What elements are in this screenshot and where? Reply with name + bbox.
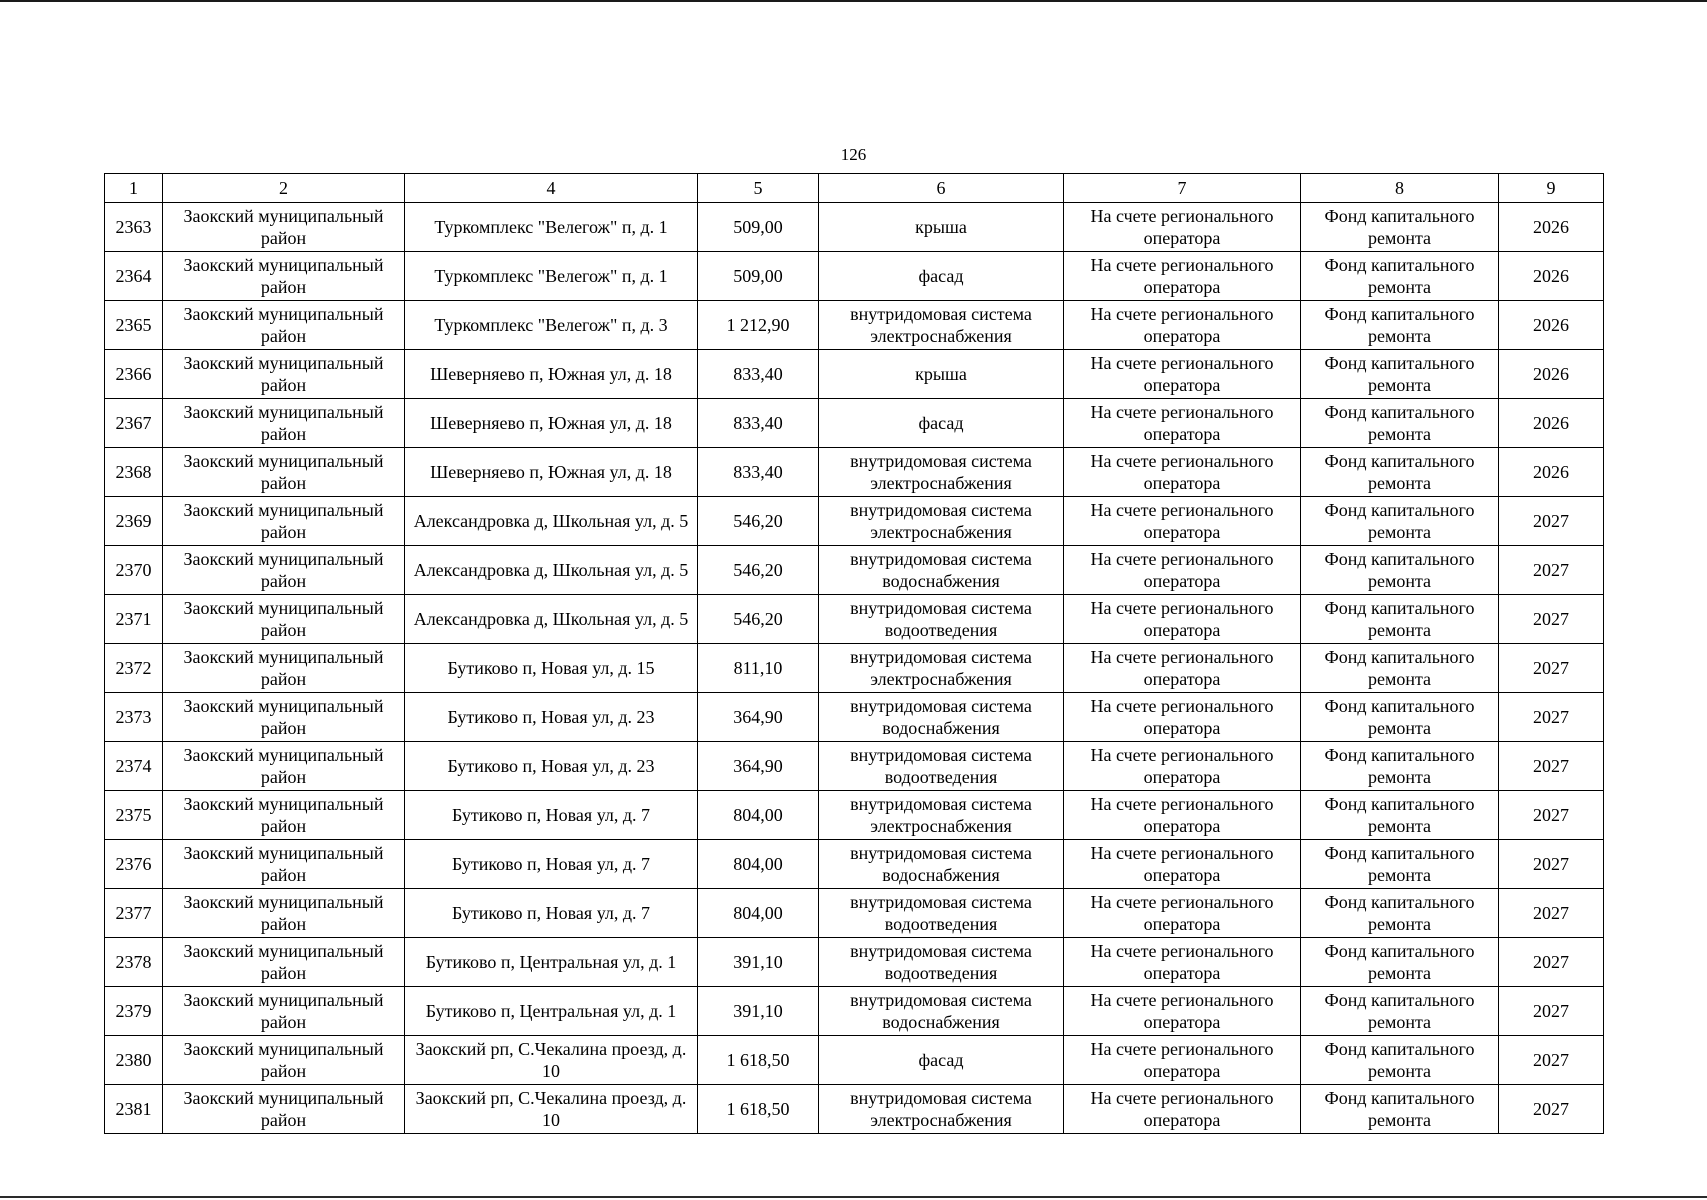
- scan-edge-top: [0, 0, 1707, 2]
- fund-method-cell: На счете регионального оператора: [1064, 301, 1301, 350]
- table-row: [105, 742, 1604, 791]
- row-number-cell: 2366: [105, 350, 163, 399]
- row-number-cell: 2365: [105, 301, 163, 350]
- district-cell: Заокский муниципальный район: [163, 1036, 405, 1085]
- year-cell: 2027: [1499, 840, 1604, 889]
- area-cell: 1 618,50: [698, 1036, 819, 1085]
- work-type-cell: фасад: [819, 1036, 1064, 1085]
- scan-edge-bottom: [0, 1196, 1707, 1198]
- district-cell: Заокский муниципальный район: [163, 987, 405, 1036]
- area-cell: 804,00: [698, 791, 819, 840]
- table-row: [105, 840, 1604, 889]
- row-number-cell: 2371: [105, 595, 163, 644]
- district-cell: Заокский муниципальный район: [163, 301, 405, 350]
- address-cell: Бутиково п, Новая ул, д. 15: [405, 644, 698, 693]
- district-cell: Заокский муниципальный район: [163, 791, 405, 840]
- fund-method-cell: На счете регионального оператора: [1064, 840, 1301, 889]
- header-cell: 2: [163, 174, 405, 203]
- funding-source-cell: Фонд капитального ремонта: [1301, 791, 1499, 840]
- fund-method-cell: На счете регионального оператора: [1064, 595, 1301, 644]
- district-cell: Заокский муниципальный район: [163, 399, 405, 448]
- table-row: [105, 301, 1604, 350]
- fund-method-cell: На счете регионального оператора: [1064, 546, 1301, 595]
- table-row: [105, 1085, 1604, 1134]
- district-cell: Заокский муниципальный район: [163, 1085, 405, 1134]
- district-cell: Заокский муниципальный район: [163, 546, 405, 595]
- row-number-cell: 2364: [105, 252, 163, 301]
- work-type-cell: внутридомовая система электроснабжения: [819, 791, 1064, 840]
- address-cell: Бутиково п, Новая ул, д. 7: [405, 889, 698, 938]
- fund-method-cell: На счете регионального оператора: [1064, 889, 1301, 938]
- district-cell: Заокский муниципальный район: [163, 742, 405, 791]
- work-type-cell: внутридомовая система водоотведения: [819, 889, 1064, 938]
- work-type-cell: фасад: [819, 252, 1064, 301]
- table-row: [105, 203, 1604, 252]
- funding-source-cell: Фонд капитального ремонта: [1301, 644, 1499, 693]
- district-cell: Заокский муниципальный район: [163, 595, 405, 644]
- funding-source-cell: Фонд капитального ремонта: [1301, 693, 1499, 742]
- work-type-cell: внутридомовая система водоснабжения: [819, 840, 1064, 889]
- work-type-cell: крыша: [819, 203, 1064, 252]
- district-cell: Заокский муниципальный район: [163, 693, 405, 742]
- work-type-cell: крыша: [819, 350, 1064, 399]
- table-row: [105, 693, 1604, 742]
- funding-source-cell: Фонд капитального ремонта: [1301, 350, 1499, 399]
- row-number-cell: 2379: [105, 987, 163, 1036]
- funding-source-cell: Фонд капитального ремонта: [1301, 203, 1499, 252]
- fund-method-cell: На счете регионального оператора: [1064, 693, 1301, 742]
- funding-source-cell: Фонд капитального ремонта: [1301, 252, 1499, 301]
- table-body: [105, 203, 1604, 1134]
- district-cell: Заокский муниципальный район: [163, 938, 405, 987]
- header-cell: 8: [1301, 174, 1499, 203]
- address-cell: Александровка д, Школьная ул, д. 5: [405, 546, 698, 595]
- work-type-cell: внутридомовая система водоотведения: [819, 742, 1064, 791]
- header-cell: 4: [405, 174, 698, 203]
- address-cell: Бутиково п, Новая ул, д. 7: [405, 791, 698, 840]
- funding-source-cell: Фонд капитального ремонта: [1301, 840, 1499, 889]
- year-cell: 2027: [1499, 546, 1604, 595]
- year-cell: 2026: [1499, 252, 1604, 301]
- area-cell: 833,40: [698, 448, 819, 497]
- address-cell: Бутиково п, Центральная ул, д. 1: [405, 938, 698, 987]
- area-cell: 804,00: [698, 889, 819, 938]
- year-cell: 2027: [1499, 1036, 1604, 1085]
- fund-method-cell: На счете регионального оператора: [1064, 252, 1301, 301]
- header-cell: 9: [1499, 174, 1604, 203]
- year-cell: 2027: [1499, 1085, 1604, 1134]
- fund-method-cell: На счете регионального оператора: [1064, 448, 1301, 497]
- fund-method-cell: На счете регионального оператора: [1064, 938, 1301, 987]
- year-cell: 2026: [1499, 350, 1604, 399]
- funding-source-cell: Фонд капитального ремонта: [1301, 595, 1499, 644]
- address-cell: Заокский рп, С.Чекалина проезд, д. 10: [405, 1036, 698, 1085]
- funding-source-cell: Фонд капитального ремонта: [1301, 938, 1499, 987]
- address-cell: Туркомплекс "Велегож" п, д. 3: [405, 301, 698, 350]
- table-row: [105, 546, 1604, 595]
- funding-source-cell: Фонд капитального ремонта: [1301, 546, 1499, 595]
- area-cell: 546,20: [698, 497, 819, 546]
- table-row: [105, 252, 1604, 301]
- row-number-cell: 2363: [105, 203, 163, 252]
- year-cell: 2026: [1499, 399, 1604, 448]
- district-cell: Заокский муниципальный район: [163, 497, 405, 546]
- fund-method-cell: На счете регионального оператора: [1064, 644, 1301, 693]
- fund-method-cell: На счете регионального оператора: [1064, 350, 1301, 399]
- fund-method-cell: На счете регионального оператора: [1064, 987, 1301, 1036]
- address-cell: Бутиково п, Новая ул, д. 23: [405, 742, 698, 791]
- address-cell: Александровка д, Школьная ул, д. 5: [405, 497, 698, 546]
- address-cell: Шеверняево п, Южная ул, д. 18: [405, 399, 698, 448]
- address-cell: Шеверняево п, Южная ул, д. 18: [405, 448, 698, 497]
- work-type-cell: внутридомовая система электроснабжения: [819, 1085, 1064, 1134]
- district-cell: Заокский муниципальный район: [163, 252, 405, 301]
- year-cell: 2027: [1499, 693, 1604, 742]
- funding-source-cell: Фонд капитального ремонта: [1301, 497, 1499, 546]
- table-row: [105, 595, 1604, 644]
- table-header: [105, 174, 1604, 203]
- district-cell: Заокский муниципальный район: [163, 644, 405, 693]
- work-type-cell: внутридомовая система водоснабжения: [819, 987, 1064, 1036]
- fund-method-cell: На счете регионального оператора: [1064, 203, 1301, 252]
- fund-method-cell: На счете регионального оператора: [1064, 1036, 1301, 1085]
- row-number-cell: 2377: [105, 889, 163, 938]
- work-type-cell: внутридомовая система водоснабжения: [819, 546, 1064, 595]
- district-cell: Заокский муниципальный район: [163, 350, 405, 399]
- address-cell: Туркомплекс "Велегож" п, д. 1: [405, 203, 698, 252]
- table-row: [105, 399, 1604, 448]
- year-cell: 2026: [1499, 448, 1604, 497]
- area-cell: 546,20: [698, 546, 819, 595]
- row-number-cell: 2376: [105, 840, 163, 889]
- fund-method-cell: На счете регионального оператора: [1064, 742, 1301, 791]
- area-cell: 1 212,90: [698, 301, 819, 350]
- work-type-cell: внутридомовая система водоснабжения: [819, 693, 1064, 742]
- work-type-cell: внутридомовая система электроснабжения: [819, 644, 1064, 693]
- area-cell: 391,10: [698, 987, 819, 1036]
- funding-source-cell: Фонд капитального ремонта: [1301, 399, 1499, 448]
- funding-source-cell: Фонд капитального ремонта: [1301, 742, 1499, 791]
- fund-method-cell: На счете регионального оператора: [1064, 791, 1301, 840]
- year-cell: 2027: [1499, 644, 1604, 693]
- address-cell: Туркомплекс "Велегож" п, д. 1: [405, 252, 698, 301]
- year-cell: 2027: [1499, 742, 1604, 791]
- year-cell: 2027: [1499, 987, 1604, 1036]
- work-type-cell: внутридомовая система электроснабжения: [819, 448, 1064, 497]
- header-cell: 6: [819, 174, 1064, 203]
- page-number: 126: [840, 145, 867, 164]
- work-type-cell: внутридомовая система электроснабжения: [819, 301, 1064, 350]
- address-cell: Бутиково п, Новая ул, д. 7: [405, 840, 698, 889]
- header-cell: 5: [698, 174, 819, 203]
- year-cell: 2027: [1499, 497, 1604, 546]
- row-number-cell: 2374: [105, 742, 163, 791]
- funding-source-cell: Фонд капитального ремонта: [1301, 1036, 1499, 1085]
- table-row: [105, 644, 1604, 693]
- year-cell: 2027: [1499, 938, 1604, 987]
- row-number-cell: 2369: [105, 497, 163, 546]
- fund-method-cell: На счете регионального оператора: [1064, 399, 1301, 448]
- row-number-cell: 2381: [105, 1085, 163, 1134]
- header-row: [105, 174, 1604, 203]
- area-cell: 364,90: [698, 742, 819, 791]
- address-cell: Шеверняево п, Южная ул, д. 18: [405, 350, 698, 399]
- area-cell: 364,90: [698, 693, 819, 742]
- address-cell: Бутиково п, Центральная ул, д. 1: [405, 987, 698, 1036]
- funding-source-cell: Фонд капитального ремонта: [1301, 448, 1499, 497]
- address-cell: Заокский рп, С.Чекалина проезд, д. 10: [405, 1085, 698, 1134]
- work-type-cell: внутридомовая система электроснабжения: [819, 497, 1064, 546]
- capital-repair-table: [104, 173, 1604, 1134]
- row-number-cell: 2378: [105, 938, 163, 987]
- area-cell: 546,20: [698, 595, 819, 644]
- area-cell: 811,10: [698, 644, 819, 693]
- table-row: [105, 448, 1604, 497]
- year-cell: 2026: [1499, 203, 1604, 252]
- table-row: [105, 791, 1604, 840]
- district-cell: Заокский муниципальный район: [163, 203, 405, 252]
- year-cell: 2027: [1499, 595, 1604, 644]
- year-cell: 2027: [1499, 889, 1604, 938]
- row-number-cell: 2380: [105, 1036, 163, 1085]
- area-cell: 833,40: [698, 350, 819, 399]
- address-cell: Александровка д, Школьная ул, д. 5: [405, 595, 698, 644]
- row-number-cell: 2370: [105, 546, 163, 595]
- area-cell: 509,00: [698, 203, 819, 252]
- row-number-cell: 2375: [105, 791, 163, 840]
- district-cell: Заокский муниципальный район: [163, 448, 405, 497]
- table-row: [105, 938, 1604, 987]
- year-cell: 2026: [1499, 301, 1604, 350]
- fund-method-cell: На счете регионального оператора: [1064, 1085, 1301, 1134]
- header-cell: 1: [105, 174, 163, 203]
- area-cell: 804,00: [698, 840, 819, 889]
- row-number-cell: 2367: [105, 399, 163, 448]
- year-cell: 2027: [1499, 791, 1604, 840]
- area-cell: 833,40: [698, 399, 819, 448]
- district-cell: Заокский муниципальный район: [163, 840, 405, 889]
- work-type-cell: внутридомовая система водоотведения: [819, 595, 1064, 644]
- table-row: [105, 889, 1604, 938]
- row-number-cell: 2368: [105, 448, 163, 497]
- work-type-cell: фасад: [819, 399, 1064, 448]
- row-number-cell: 2373: [105, 693, 163, 742]
- funding-source-cell: Фонд капитального ремонта: [1301, 889, 1499, 938]
- table-row: [105, 987, 1604, 1036]
- area-cell: 509,00: [698, 252, 819, 301]
- row-number-cell: 2372: [105, 644, 163, 693]
- table-row: [105, 497, 1604, 546]
- funding-source-cell: Фонд капитального ремонта: [1301, 301, 1499, 350]
- table-row: [105, 1036, 1604, 1085]
- header-cell: 7: [1064, 174, 1301, 203]
- funding-source-cell: Фонд капитального ремонта: [1301, 987, 1499, 1036]
- fund-method-cell: На счете регионального оператора: [1064, 497, 1301, 546]
- funding-source-cell: Фонд капитального ремонта: [1301, 1085, 1499, 1134]
- work-type-cell: внутридомовая система водоотведения: [819, 938, 1064, 987]
- table-row: [105, 350, 1604, 399]
- area-cell: 391,10: [698, 938, 819, 987]
- address-cell: Бутиково п, Новая ул, д. 23: [405, 693, 698, 742]
- district-cell: Заокский муниципальный район: [163, 889, 405, 938]
- area-cell: 1 618,50: [698, 1085, 819, 1134]
